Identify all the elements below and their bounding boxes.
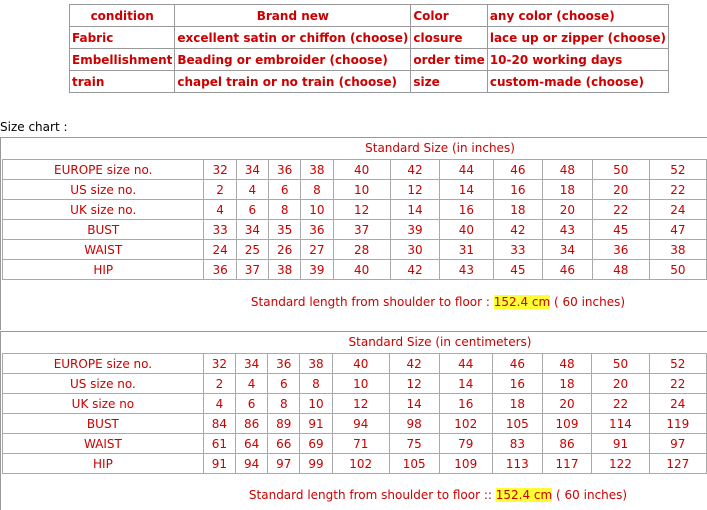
size-row: [3, 160, 707, 180]
size-cell: 16: [493, 374, 543, 394]
size-cell: 34: [236, 220, 268, 240]
size-cell: 8: [301, 180, 333, 200]
size-cell: 28: [333, 240, 390, 260]
size-cell: 91: [592, 434, 649, 454]
size-cell: 98: [389, 414, 439, 434]
size-cell: 27: [301, 240, 333, 260]
size-cell: 6: [268, 374, 300, 394]
size-row-label: WAIST: [3, 434, 204, 454]
size-cell: 102: [332, 454, 389, 474]
size-cell: 34: [236, 354, 268, 374]
size-cell: 20: [592, 180, 649, 200]
attribute-row: [70, 49, 669, 71]
size-cell: 69: [300, 434, 332, 454]
size-row: [3, 414, 707, 434]
size-row-label: EUROPE size no.: [3, 160, 204, 180]
size-row-label: BUST: [3, 220, 204, 240]
attr-value: lace up or zipper (choose): [487, 27, 668, 49]
size-row: [3, 180, 707, 200]
cm-size-table: [2, 353, 707, 474]
size-cell: 105: [389, 454, 439, 474]
size-cell: 99: [300, 454, 332, 474]
attr-value: 10-20 working days: [487, 49, 668, 71]
size-row: [3, 260, 707, 280]
size-cell: 122: [592, 454, 649, 474]
size-cell: 127: [649, 454, 706, 474]
size-cell: 34: [543, 240, 593, 260]
size-row-label: EUROPE size no.: [3, 354, 204, 374]
product-attributes-table: [69, 4, 669, 93]
size-cell: 50: [592, 160, 649, 180]
size-cell: 10: [332, 374, 389, 394]
size-cell: 42: [389, 354, 439, 374]
size-cell: 2: [204, 180, 236, 200]
size-cell: 97: [268, 454, 300, 474]
size-row: [3, 374, 707, 394]
size-cell: 40: [333, 160, 390, 180]
size-cell: 33: [204, 220, 236, 240]
size-cell: 46: [543, 260, 593, 280]
length-inches-text: ( 60 inches): [550, 295, 626, 309]
size-row: [3, 240, 707, 260]
size-cell: 4: [203, 394, 235, 414]
size-cell: 109: [542, 414, 592, 434]
size-cell: 52: [649, 354, 706, 374]
size-chart-label: Size chart :: [0, 120, 68, 134]
attr-name: closure: [411, 27, 487, 49]
size-row: [3, 200, 707, 220]
size-cell: 24: [204, 240, 236, 260]
size-cell: 18: [542, 374, 592, 394]
size-cell: 24: [649, 200, 706, 220]
size-cell: 4: [204, 200, 236, 220]
size-cell: 14: [440, 180, 493, 200]
size-cell: 83: [493, 434, 543, 454]
length-note-text: Standard length from shoulder to floor :: [250, 295, 494, 309]
size-cell: 89: [268, 414, 300, 434]
size-cell: 64: [236, 434, 268, 454]
size-cell: 18: [493, 394, 543, 414]
cm-chart-title: Standard Size (in centimeters): [348, 335, 532, 349]
size-chart-inches: [0, 137, 707, 330]
size-cell: 22: [592, 200, 649, 220]
size-cell: 22: [649, 374, 706, 394]
size-row-label: BUST: [3, 414, 204, 434]
size-row: [3, 354, 707, 374]
size-row-label: HIP: [3, 260, 204, 280]
size-cell: 10: [301, 200, 333, 220]
size-cell: 91: [203, 454, 235, 474]
size-cell: 16: [440, 200, 493, 220]
size-cell: 38: [301, 160, 333, 180]
size-cell: 14: [389, 394, 439, 414]
size-cell: 105: [493, 414, 543, 434]
size-cell: 24: [649, 394, 706, 414]
attr-name: size: [411, 71, 487, 93]
attribute-row: [70, 27, 669, 49]
size-cell: 33: [493, 240, 543, 260]
attr-value: Brand new: [175, 5, 411, 27]
size-cell: 22: [649, 180, 706, 200]
size-cell: 32: [204, 160, 236, 180]
size-row: [3, 434, 707, 454]
inches-chart-title: Standard Size (in inches): [365, 141, 515, 155]
size-cell: 6: [236, 200, 268, 220]
attr-value: excellent satin or chiffon (choose): [175, 27, 411, 49]
size-cell: 10: [333, 180, 390, 200]
size-cell: 48: [543, 160, 593, 180]
size-cell: 44: [439, 354, 492, 374]
size-cell: 6: [269, 180, 301, 200]
attribute-row: [70, 71, 669, 93]
size-cell: 42: [493, 220, 543, 240]
attr-name: Embellishment: [70, 49, 175, 71]
size-cell: 42: [390, 260, 440, 280]
size-cell: 102: [439, 414, 492, 434]
size-cell: 84: [203, 414, 235, 434]
attr-value: any color (choose): [487, 5, 668, 27]
size-cell: 119: [649, 414, 706, 434]
size-row-label: UK size no: [3, 394, 204, 414]
size-cell: 12: [332, 394, 389, 414]
size-cell: 35: [269, 220, 301, 240]
size-cell: 25: [236, 240, 268, 260]
size-cell: 46: [493, 160, 543, 180]
size-cell: 75: [389, 434, 439, 454]
attr-value: custom-made (choose): [487, 71, 668, 93]
size-cell: 109: [439, 454, 492, 474]
size-chart-centimeters: [0, 331, 707, 510]
size-cell: 38: [269, 260, 301, 280]
length-note-text: Standard length from shoulder to floor ::: [248, 488, 496, 502]
size-cell: 86: [542, 434, 592, 454]
size-cell: 52: [649, 160, 706, 180]
size-cell: 43: [543, 220, 593, 240]
size-row-label: WAIST: [3, 240, 204, 260]
size-cell: 20: [592, 374, 649, 394]
size-cell: 36: [268, 354, 300, 374]
size-cell: 10: [300, 394, 332, 414]
size-cell: 4: [236, 374, 268, 394]
size-cell: 46: [493, 354, 543, 374]
length-cm-highlight: 152.4 cm: [495, 488, 553, 502]
attr-value: Beading or embroider (choose): [175, 49, 411, 71]
size-cell: 40: [332, 354, 389, 374]
size-cell: 42: [390, 160, 440, 180]
size-cell: 12: [390, 180, 440, 200]
size-cell: 113: [493, 454, 543, 474]
size-cell: 117: [542, 454, 592, 474]
size-row: [3, 220, 707, 240]
size-cell: 14: [439, 374, 492, 394]
size-row-label: US size no.: [3, 180, 204, 200]
size-cell: 37: [236, 260, 268, 280]
size-cell: 36: [269, 160, 301, 180]
size-cell: 2: [203, 374, 235, 394]
size-cell: 45: [493, 260, 543, 280]
inches-size-table: [2, 159, 707, 280]
size-cell: 91: [300, 414, 332, 434]
size-cell: 79: [439, 434, 492, 454]
size-cell: 48: [542, 354, 592, 374]
size-cell: 8: [269, 200, 301, 220]
size-cell: 47: [649, 220, 706, 240]
size-cell: 71: [332, 434, 389, 454]
size-cell: 38: [300, 354, 332, 374]
size-cell: 16: [493, 180, 543, 200]
size-row-label: UK size no.: [3, 200, 204, 220]
size-cell: 18: [543, 180, 593, 200]
size-cell: 38: [649, 240, 706, 260]
size-cell: 94: [236, 454, 268, 474]
size-cell: 39: [390, 220, 440, 240]
attr-name: order time: [411, 49, 487, 71]
size-cell: 12: [389, 374, 439, 394]
size-cell: 26: [269, 240, 301, 260]
size-cell: 40: [440, 220, 493, 240]
length-cm-highlight: 152.4 cm: [493, 295, 551, 309]
size-cell: 36: [301, 220, 333, 240]
size-cell: 39: [301, 260, 333, 280]
size-row-label: US size no.: [3, 374, 204, 394]
size-cell: 12: [333, 200, 390, 220]
size-cell: 4: [236, 180, 268, 200]
size-cell: 94: [332, 414, 389, 434]
size-cell: 34: [236, 160, 268, 180]
attr-name: train: [70, 71, 175, 93]
size-cell: 36: [204, 260, 236, 280]
length-inches-text: ( 60 inches): [552, 488, 628, 502]
size-cell: 114: [592, 414, 649, 434]
size-cell: 14: [390, 200, 440, 220]
size-cell: 32: [203, 354, 235, 374]
cm-length-note: [0, 488, 707, 502]
size-cell: 6: [236, 394, 268, 414]
size-cell: 50: [649, 260, 706, 280]
size-cell: 37: [333, 220, 390, 240]
size-cell: 50: [592, 354, 649, 374]
size-cell: 45: [592, 220, 649, 240]
size-row-label: HIP: [3, 454, 204, 474]
size-cell: 20: [543, 200, 593, 220]
size-cell: 97: [649, 434, 706, 454]
size-row: [3, 454, 707, 474]
attribute-row: [70, 5, 669, 27]
size-cell: 20: [542, 394, 592, 414]
size-row: [3, 394, 707, 414]
size-cell: 16: [439, 394, 492, 414]
size-cell: 18: [493, 200, 543, 220]
attr-value: chapel train or no train (choose): [175, 71, 411, 93]
size-cell: 36: [592, 240, 649, 260]
size-cell: 61: [203, 434, 235, 454]
attr-name: Fabric: [70, 27, 175, 49]
size-cell: 86: [236, 414, 268, 434]
size-cell: 43: [440, 260, 493, 280]
size-cell: 31: [440, 240, 493, 260]
size-cell: 8: [300, 374, 332, 394]
attr-name: Color: [411, 5, 487, 27]
attr-name: condition: [70, 5, 175, 27]
size-cell: 8: [268, 394, 300, 414]
size-cell: 48: [592, 260, 649, 280]
size-cell: 66: [268, 434, 300, 454]
size-cell: 30: [390, 240, 440, 260]
inches-length-note: [0, 295, 707, 309]
size-cell: 22: [592, 394, 649, 414]
size-cell: 40: [333, 260, 390, 280]
size-cell: 44: [440, 160, 493, 180]
